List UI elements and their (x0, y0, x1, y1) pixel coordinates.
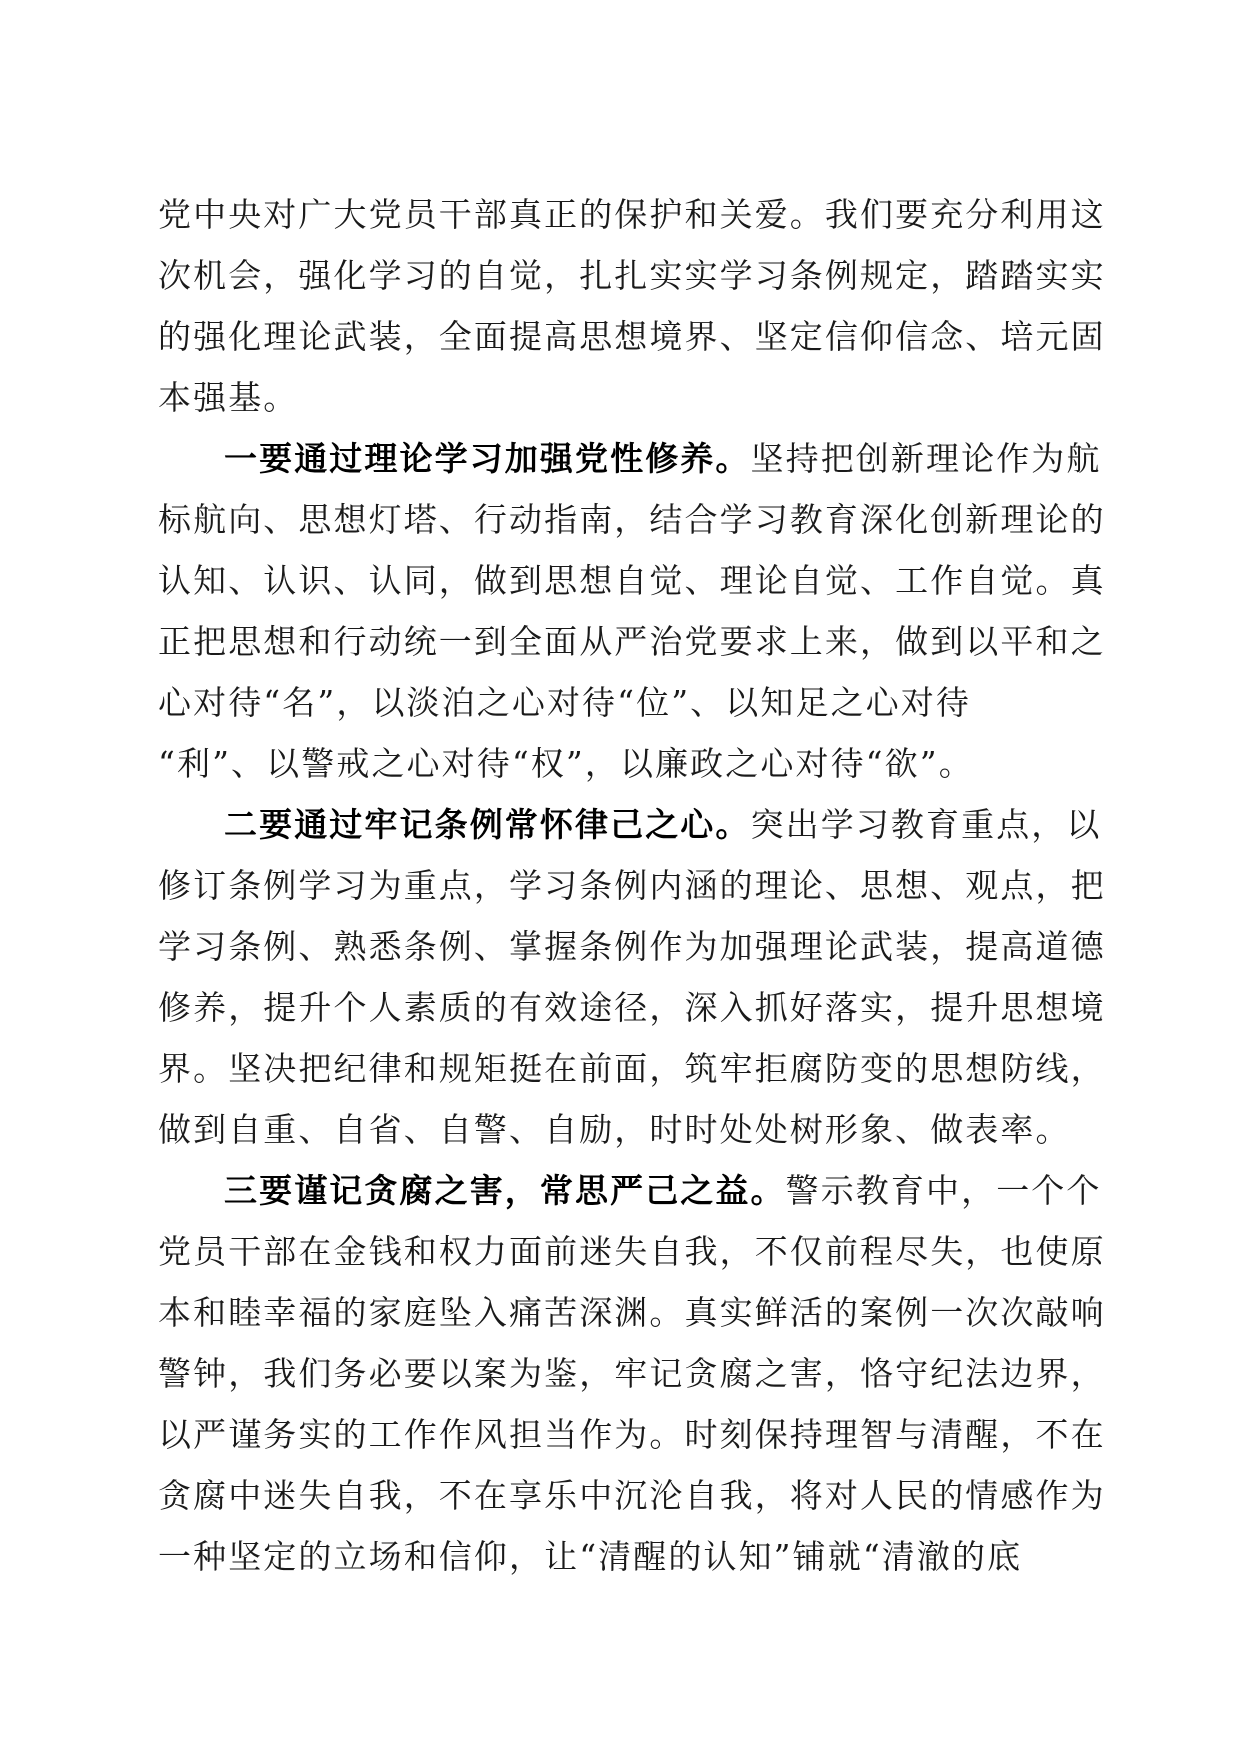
text-line: 次机会，强化学习的自觉，扎扎实实学习条例规定，踏踏实实 (158, 256, 1106, 295)
document-body (158, 184, 1106, 1587)
section-heading: 三要谨记贪腐之害，常思严己之益。 (224, 1171, 786, 1210)
text-line: 党员干部在金钱和权力面前迷失自我，不仅前程尽失，也使原 (158, 1232, 1106, 1271)
text-line (158, 428, 1102, 489)
paragraph-point-two (158, 794, 1106, 1160)
text-line: 警钟，我们务必要以案为鉴，牢记贪腐之害，恪守纪法边界， (158, 1354, 1106, 1393)
section-heading: 一要通过理论学习加强党性修养。 (224, 439, 751, 478)
section-heading: 二要通过牢记条例常怀律己之心。 (224, 805, 751, 844)
text-line: 贪腐中迷失自我，不在享乐中沉沦自我，将对人民的情感作为 (158, 1476, 1106, 1515)
paragraph-point-one (158, 428, 1106, 794)
text-line: 修订条例学习为重点，学习条例内涵的理论、思想、观点，把 (158, 866, 1106, 905)
text-line: 学习条例、熟悉条例、掌握条例作为加强理论武装，提高道德 (158, 927, 1106, 966)
text-line: 标航向、思想灯塔、行动指南，结合学习教育深化创新理论的 (158, 500, 1106, 539)
text-line: 党中央对广大党员干部真正的保护和关爱。我们要充分利用这 (158, 195, 1106, 234)
text-line (158, 794, 1102, 855)
text-run: 坚持把创新理论作为航 (750, 439, 1102, 478)
text-line: 做到自重、自省、自警、自励，时时处处树形象、做表率。 (158, 1110, 1071, 1149)
text-run: 警示教育中，一个个 (785, 1171, 1102, 1210)
text-line: 认知、认识、认同，做到思想自觉、理论自觉、工作自觉。真 (158, 561, 1106, 600)
text-line (158, 1160, 1102, 1221)
text-line: 界。坚决把纪律和规矩挺在前面，筑牢拒腐防变的思想防线， (158, 1049, 1106, 1088)
text-line: “利”、以警戒之心对待“权”，以廉政之心对待“欲”。 (158, 744, 974, 783)
text-line: 本和睦幸福的家庭坠入痛苦深渊。真实鲜活的案例一次次敲响 (158, 1293, 1106, 1332)
text-line: 心对待“名”，以淡泊之心对待“位”、以知足之心对待 (158, 683, 971, 722)
paragraph-intro (158, 184, 1106, 428)
text-line: 以严谨务实的工作作风担当作为。时刻保持理智与清醒，不在 (158, 1415, 1106, 1454)
text-line: 修养，提升个人素质的有效途径，深入抓好落实，提升思想境 (158, 988, 1106, 1027)
paragraph-point-three (158, 1160, 1106, 1587)
text-line: 的强化理论武装，全面提高思想境界、坚定信仰信念、培元固 (158, 317, 1106, 356)
text-run: 突出学习教育重点，以 (750, 805, 1102, 844)
text-line: 一种坚定的立场和信仰，让“清醒的认知”铺就“清澈的底 (158, 1537, 1023, 1576)
text-line: 本强基。 (158, 378, 299, 417)
text-line: 正把思想和行动统一到全面从严治党要求上来，做到以平和之 (158, 622, 1106, 661)
